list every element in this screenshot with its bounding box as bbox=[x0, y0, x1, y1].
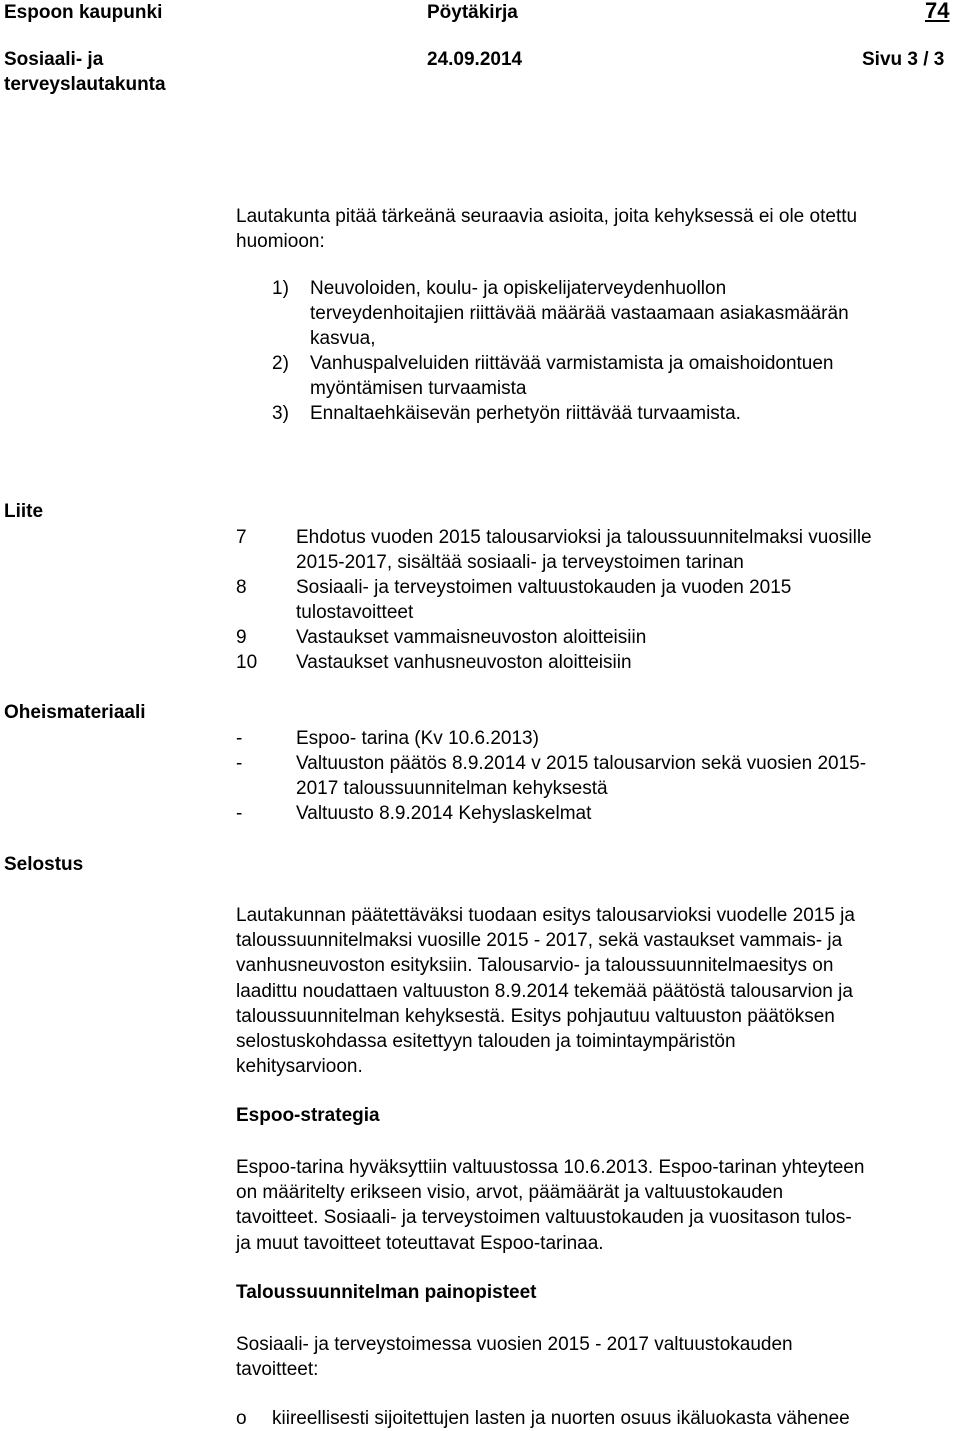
attachment-number: 7 bbox=[236, 527, 247, 548]
strategy-line: on määritelty erikseen visio, arvot, päämäärät ja valtuustokauden bbox=[236, 1182, 784, 1204]
selostus-line: taloussuunnitelman kehyksestä. Esitys pohjautuu valtuuston päätöksen bbox=[236, 1005, 835, 1027]
priority-text: terveydenhoitajien riittävää määrää vastaamaan asiakasmäärän bbox=[310, 303, 849, 324]
strategy-line: tavoitteet. Sosiaali- ja terveystoimen valtuustokauden ja vuositason tulos- bbox=[236, 1207, 852, 1229]
plan-line: Sosiaali- ja terveystoimessa vuosien 2015 - 2017 valtuustokauden bbox=[236, 1334, 793, 1355]
priority-text: Vanhuspalveluiden riittävää varmistamista ja omaishoidontuen bbox=[310, 353, 834, 374]
priority-text: Ennaltaehkäisevän perhetyön riittävää turvaamista. bbox=[310, 403, 741, 424]
attachment-number: 10 bbox=[236, 652, 258, 673]
attachment-text: Ehdotus vuoden 2015 talousarvioksi ja taloussuunnitelmaksi vuosille bbox=[296, 527, 872, 548]
selostus-line: vanhusneuvoston esityksiin. Talousarvio- ja taloussuunnitelmaesitys on bbox=[236, 955, 834, 977]
material-dash: - bbox=[236, 803, 243, 824]
strategy-line: ja muut tavoitteet toteuttavat Espoo-tarinaa. bbox=[236, 1232, 604, 1254]
priority-text: Neuvoloiden, koulu- ja opiskelijaterveydenhuollon bbox=[310, 278, 727, 299]
priority-number: 2) bbox=[272, 353, 289, 374]
selostus-line: Lautakunnan päätettäväksi tuodaan esitys talousarvioksi vuodelle 2015 ja bbox=[236, 905, 855, 926]
attachment-item bbox=[236, 575, 872, 625]
attachment-item bbox=[236, 625, 872, 650]
header-org: Espoon kaupunki bbox=[4, 2, 163, 23]
priority-text: kasvua, bbox=[310, 328, 376, 349]
priority-text: myöntämisen turvaamista bbox=[310, 378, 527, 399]
material-dash: - bbox=[236, 728, 243, 749]
strategy-line: Espoo-tarina hyväksyttiin valtuustossa 10.6.2013. Espoo-tarinan yhteyteen bbox=[236, 1157, 865, 1178]
attachment-item bbox=[236, 650, 872, 675]
selostus-line: selostuskohdassa esitettyyn talouden ja toimintaympäristön bbox=[236, 1031, 736, 1053]
section-label-oheismateriaali: Oheismateriaali bbox=[4, 702, 146, 723]
attachment-number: 8 bbox=[236, 577, 247, 598]
attachment-number: 9 bbox=[236, 627, 247, 648]
intro-line: huomioon: bbox=[236, 231, 325, 253]
selostus-line: kehitysarvioon. bbox=[236, 1056, 363, 1078]
attachment-item bbox=[236, 525, 872, 575]
material-text: Espoo- tarina (Kv 10.6.2013) bbox=[296, 728, 539, 749]
header-date: 24.09.2014 bbox=[427, 49, 523, 70]
priority-item bbox=[272, 351, 849, 401]
material-item bbox=[236, 801, 866, 826]
intro-line: Lautakunta pitää tärkeänä seuraavia asioita, joita kehyksessä ei ole otettu bbox=[236, 206, 858, 227]
attachment-text: tulostavoitteet bbox=[296, 602, 414, 623]
selostus-line: laadittu noudattaen valtuuston 8.9.2014 tekemää päätöstä talousarvion ja bbox=[236, 980, 853, 1002]
attachment-text: Vastaukset vanhusneuvoston aloitteisiin bbox=[296, 652, 632, 673]
material-text: Valtuusto 8.9.2014 Kehyslaskelmat bbox=[296, 803, 592, 824]
plan-heading: Taloussuunnitelman painopisteet bbox=[236, 1282, 537, 1303]
header-committee-line2: terveyslautakunta bbox=[4, 74, 166, 95]
material-item bbox=[236, 751, 866, 801]
intro-paragraph bbox=[236, 204, 960, 254]
strategy-heading: Espoo-strategia bbox=[236, 1105, 380, 1126]
priority-item bbox=[272, 276, 849, 351]
priorities-list bbox=[272, 276, 849, 426]
priority-number: 1) bbox=[272, 278, 289, 299]
plan-paragraph bbox=[236, 1332, 960, 1382]
plan-bullet-marker: o bbox=[236, 1408, 247, 1429]
materials-list bbox=[236, 726, 866, 826]
header-doc-type: Pöytäkirja bbox=[427, 2, 518, 23]
priority-number: 3) bbox=[272, 403, 289, 424]
material-text: Valtuuston päätös 8.9.2014 v 2015 talousarvion sekä vuosien 2015- bbox=[296, 753, 867, 774]
section-label-liite: Liite bbox=[4, 501, 44, 522]
plan-line: tavoitteet: bbox=[236, 1359, 319, 1381]
plan-bullet-text: kiireellisesti sijoitettujen lasten ja nuorten osuus ikäluokasta vähenee bbox=[272, 1408, 850, 1429]
material-text: 2017 taloussuunnitelman kehyksestä bbox=[296, 778, 608, 799]
selostus-line: taloussuunnitelmaksi vuosille 2015 - 2017, sekä vastaukset vammais- ja bbox=[236, 930, 843, 952]
header-page: Sivu 3 / 3 bbox=[862, 49, 945, 70]
section-label-selostus: Selostus bbox=[4, 854, 84, 875]
header-committee-line1: Sosiaali- ja bbox=[4, 49, 104, 70]
selostus-paragraph bbox=[236, 903, 960, 1079]
attachment-text: Vastaukset vammaisneuvoston aloitteisiin bbox=[296, 627, 647, 648]
attachment-text: 2015-2017, sisältää sosiaali- ja terveystoimen tarinan bbox=[296, 552, 744, 573]
attachment-text: Sosiaali- ja terveystoimen valtuustokauden ja vuoden 2015 bbox=[296, 577, 792, 598]
strategy-paragraph bbox=[236, 1155, 960, 1256]
attachments-list bbox=[236, 525, 872, 675]
priority-item bbox=[272, 401, 849, 426]
material-dash: - bbox=[236, 753, 243, 774]
material-item bbox=[236, 726, 866, 751]
header-section-number: 74 bbox=[925, 0, 950, 23]
